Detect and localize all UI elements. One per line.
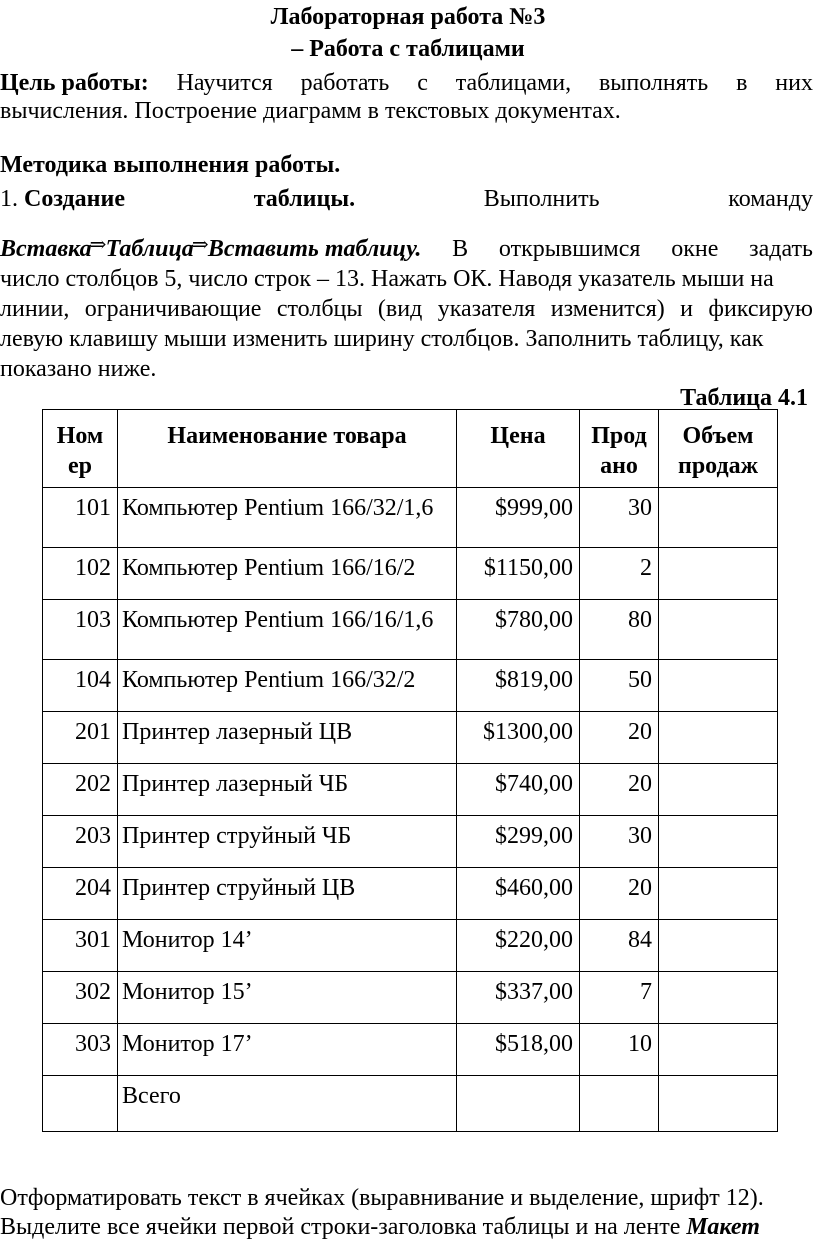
cell-price: $337,00 (457, 972, 580, 1024)
table-header-row (43, 410, 778, 488)
cell-name: Компьютер Pentium 166/16/2 (118, 548, 457, 600)
table-row (43, 600, 778, 660)
method-line-3: левую клавишу мыши изменить ширину столбцов. Заполнить таблицу, как (0, 326, 764, 352)
cell-number: 102 (43, 548, 118, 600)
cell-name: Принтер струйный ЧБ (118, 816, 457, 868)
header-number: Ном ер (43, 410, 118, 488)
cell-price: $1150,00 (457, 548, 580, 600)
cell-volume (659, 488, 778, 548)
cell-volume (659, 600, 778, 660)
table-row (43, 816, 778, 868)
method-line-1: число столбцов 5, число строк – 13. Нажать ОК. Наводя указатель мыши на (0, 266, 774, 292)
table-row (43, 660, 778, 712)
cell-name: Принтер лазерный ЧБ (118, 764, 457, 816)
table-row (43, 1076, 778, 1132)
cell-number: 201 (43, 712, 118, 764)
cell-price: $460,00 (457, 868, 580, 920)
cell-price: $819,00 (457, 660, 580, 712)
cell-volume (659, 816, 778, 868)
cell-price: $1300,00 (457, 712, 580, 764)
cell-price (457, 1076, 580, 1132)
table-row (43, 548, 778, 600)
cell-number: 302 (43, 972, 118, 1024)
header-name: Наименование товара (118, 410, 457, 488)
cell-number: 301 (43, 920, 118, 972)
step1-word-4: команду (728, 186, 813, 212)
cell-volume (659, 868, 778, 920)
cell-name: Монитор 14’ (118, 920, 457, 972)
cell-sold: 80 (580, 600, 659, 660)
table-row (43, 764, 778, 816)
goal-label: Цель работы: (0, 70, 149, 96)
cell-volume (659, 1024, 778, 1076)
cell-number: 202 (43, 764, 118, 816)
cell-name: Монитор 15’ (118, 972, 457, 1024)
step1-number: 1. (0, 186, 18, 212)
cell-number: 203 (43, 816, 118, 868)
doc-title-line2: – Работа с таблицами (291, 36, 525, 62)
cell-price: $999,00 (457, 488, 580, 548)
cell-number: 104 (43, 660, 118, 712)
cell-volume (659, 712, 778, 764)
ribbon-layout: Макет (686, 1214, 760, 1240)
command-line: Вставка ⇒ Таблица ⇒ Вставить таблицу. В открывшимся окне задать (0, 234, 813, 262)
cell-sold: 84 (580, 920, 659, 972)
cell-sold: 20 (580, 712, 659, 764)
cell-price: $518,00 (457, 1024, 580, 1076)
cell-name: Всего (118, 1076, 457, 1132)
cell-name: Компьютер Pentium 166/16/1,6 (118, 600, 457, 660)
step1-word-1: Создание (24, 186, 125, 212)
table-row (43, 920, 778, 972)
cell-name: Принтер струйный ЦВ (118, 868, 457, 920)
footer-line-2: Выделите все ячейки первой строки-заголовка таблицы и на ленте Макет (0, 1214, 760, 1240)
cell-volume (659, 920, 778, 972)
cell-number: 303 (43, 1024, 118, 1076)
cell-sold: 30 (580, 488, 659, 548)
method-heading: Методика выполнения работы. (0, 152, 341, 178)
cell-price: $220,00 (457, 920, 580, 972)
table-row (43, 972, 778, 1024)
cell-price: $740,00 (457, 764, 580, 816)
cell-number (43, 1076, 118, 1132)
table-row (43, 868, 778, 920)
cell-number: 204 (43, 868, 118, 920)
header-sold: Прод ано (580, 410, 659, 488)
cmd-table: Таблица (105, 236, 194, 262)
table-row (43, 712, 778, 764)
header-volume: Объем продаж (659, 410, 778, 488)
cell-name: Компьютер Pentium 166/32/2 (118, 660, 457, 712)
table-row (43, 488, 778, 548)
cell-sold: 30 (580, 816, 659, 868)
footer-line-1: Отформатировать текст в ячейках (выравнивание и выделение, шрифт 12). (0, 1185, 764, 1211)
table-caption: Таблица 4.1 (680, 385, 808, 411)
method-line-2: линии, ограничивающие столбцы (вид указателя изменится) и фиксирую (0, 296, 813, 322)
goods-table (42, 409, 778, 1132)
cell-volume (659, 764, 778, 816)
cell-price: $780,00 (457, 600, 580, 660)
cell-price: $299,00 (457, 816, 580, 868)
doc-title-line1: Лабораторная работа №3 (270, 4, 546, 30)
cell-sold: 20 (580, 764, 659, 816)
step1-word-2: таблицы. (253, 186, 356, 212)
cell-name: Компьютер Pentium 166/32/1,6 (118, 488, 457, 548)
cell-number: 101 (43, 488, 118, 548)
cell-volume (659, 660, 778, 712)
header-price: Цена (457, 410, 580, 488)
cell-sold (580, 1076, 659, 1132)
cell-volume (659, 548, 778, 600)
cell-volume (659, 972, 778, 1024)
cmd-insert-table: Вставить таблицу. (207, 236, 422, 262)
cell-name: Принтер лазерный ЦВ (118, 712, 457, 764)
method-line-4: показано ниже. (0, 356, 157, 382)
cell-sold: 7 (580, 972, 659, 1024)
cell-volume (659, 1076, 778, 1132)
cell-number: 103 (43, 600, 118, 660)
goal-line1: Цель работы: Научится работать с таблицами, выполнять в них (0, 70, 813, 96)
cell-sold: 20 (580, 868, 659, 920)
cell-name: Монитор 17’ (118, 1024, 457, 1076)
cell-sold: 2 (580, 548, 659, 600)
step1-word-3: Выполнить (483, 186, 600, 212)
step1-line (0, 186, 813, 213)
goal-line2: вычисления. Построение диаграмм в текстовых документах. (0, 98, 621, 124)
cell-sold: 10 (580, 1024, 659, 1076)
cell-sold: 50 (580, 660, 659, 712)
table-row (43, 1024, 778, 1076)
cmd-insert: Вставка (0, 236, 92, 262)
